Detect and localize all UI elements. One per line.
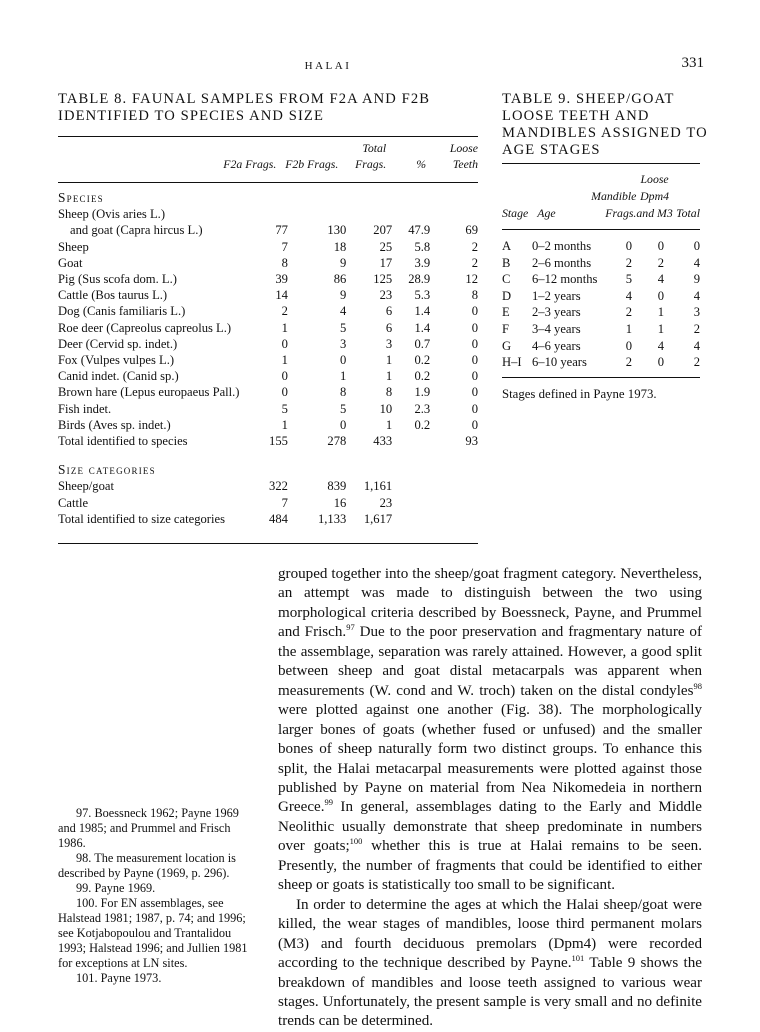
t9-row [502, 271, 700, 288]
cell-total: 433 [373, 434, 393, 449]
cell-name: Brown hare (Lepus europaeus Pall.) [58, 385, 240, 400]
cell-f2a: 8 [281, 255, 288, 270]
cell-f2a: 484 [269, 511, 288, 526]
col-loose-bottom: Teeth [452, 157, 478, 171]
cell-loose: 0 [471, 369, 478, 384]
t9-cell-stage: G [502, 338, 512, 353]
cell-name: Sheep (Ovis aries L.) [58, 207, 166, 222]
cell-f2b: 4 [340, 304, 347, 319]
cell-f2b: 5 [340, 320, 347, 335]
footnote-ref-97: 97 [346, 622, 355, 633]
cell-total: 125 [373, 272, 393, 287]
t9-row [502, 321, 700, 338]
cell-f2a: 155 [269, 434, 288, 449]
t9-row [502, 304, 700, 321]
cell-total: 6 [385, 320, 393, 335]
species-row [58, 352, 478, 368]
cell-loose: 2 [471, 239, 478, 254]
cell-name: Deer (Cervid sp. indet.) [58, 336, 178, 351]
t9-cell-loose: 4 [657, 338, 664, 353]
size-section-header: Size categories [58, 462, 156, 478]
size-total-row [58, 511, 478, 527]
cell-name: Cattle [58, 495, 89, 510]
cell-name: Total identified to species [58, 434, 188, 449]
t9-row [502, 288, 700, 305]
t9-row [502, 354, 700, 371]
t9-cell-age: 4–6 years [532, 338, 581, 353]
cell-f2b: 9 [340, 288, 347, 303]
cell-loose: 0 [471, 336, 478, 351]
cell-total: 1 [385, 369, 393, 384]
cell-pct: 0.2 [414, 369, 431, 384]
t9-cell-loose: 4 [657, 272, 664, 287]
table9-top-rule [502, 163, 700, 164]
species-total-row [58, 433, 478, 449]
t9-col-dpm4-top: Dpm4 [640, 189, 669, 203]
cell-f2b: 0 [340, 353, 347, 368]
t9-cell-stage: A [502, 239, 512, 253]
species-row [58, 303, 478, 319]
species-row [58, 417, 478, 433]
t9-cell-loose: 0 [657, 355, 664, 370]
cell-f2a: 0 [281, 369, 288, 384]
cell-total: 1 [385, 353, 393, 368]
species-row [58, 401, 478, 417]
cell-pct: 5.8 [414, 239, 431, 254]
cell-loose: 0 [471, 417, 478, 432]
t9-cell-total: 2 [693, 321, 700, 336]
t9-cell-stage: E [502, 305, 510, 320]
t9-cell-total: 4 [693, 255, 700, 270]
t9-cell-loose: 2 [657, 255, 664, 270]
cell-name: Roe deer (Capreolus capreolus L.) [58, 320, 232, 335]
t9-cell-total: 9 [693, 272, 700, 287]
footnote-ref-98: 98 [693, 680, 702, 691]
cell-f2b [288, 206, 346, 222]
table8-column-headers [58, 140, 478, 172]
species-row [58, 320, 478, 336]
cell-f2a: 7 [281, 239, 288, 254]
t9-cell-mandible: 0 [625, 239, 632, 253]
t9-col-mandible-top: Mandible [591, 189, 637, 203]
cell-f2b: 8 [340, 385, 347, 400]
col-pct: % [416, 157, 427, 171]
t9-cell-age: 6–10 years [532, 355, 587, 370]
footnote: 97. Boessneck 1962; Payne 1969 and 1985; and Prummel and Frisch 1986. [58, 806, 239, 850]
cell-f2a: 322 [269, 479, 288, 494]
cell-loose: 0 [471, 353, 478, 368]
cell-total: 25 [379, 239, 393, 254]
cell-pct: 5.3 [414, 288, 431, 303]
cell-total: 3 [385, 336, 393, 351]
cell-f2b: 839 [327, 479, 347, 494]
t9-col-frags: Frags. [605, 206, 637, 220]
cell-f2b: 86 [333, 272, 347, 287]
cell-name: Total identified to size categories [58, 511, 225, 526]
cell-loose: 0 [471, 401, 478, 416]
cell-f2a [240, 206, 288, 222]
col-f2b: F2b Frags. [285, 157, 339, 171]
t9-cell-mandible: 4 [625, 288, 632, 303]
footnote: 99. Payne 1969. [76, 881, 156, 895]
cell-pct: 1.4 [414, 320, 431, 335]
p1-part-c: were plotted against one another (Fig. 38). The morphologically larger bones of goats (whether fused or unfused) and the smaller bones of sheep naturally form two distinct groups. To enhance this split, the Halai metacarpal measurements were plotted against those published by Payne on material from Nea Nikomedeia in northern Greece. [278, 702, 702, 816]
cell-pct: 2.3 [414, 401, 431, 416]
t9-cell-mandible: 0 [625, 338, 632, 353]
cell-name: Fish indet. [58, 401, 112, 416]
cell-pct [392, 433, 430, 449]
t9-cell-loose: 1 [657, 305, 664, 320]
t9-cell-stage: D [502, 288, 512, 303]
cell-pct: 28.9 [408, 272, 431, 287]
table8-top-rule [58, 136, 478, 137]
t9-cell-mandible: 2 [625, 355, 632, 370]
cell-loose: 93 [465, 434, 478, 449]
col-total-bottom: Frags. [355, 157, 387, 171]
cell-loose: 69 [465, 223, 478, 238]
p2-part-a: In order to determine the ages at which the Halai sheep/goat were killed, the wear stages of mandibles, loose third permanent molars (M3) and fourth deciduous premolars (Dpm4) were recorded according to the technique described by Payne. [278, 896, 702, 972]
table9-note: Stages defined in Payne 1973. [502, 387, 657, 401]
cell-f2a: 39 [275, 272, 288, 287]
main-text [278, 565, 702, 1032]
size-row [58, 478, 478, 494]
cell-total: 1,617 [363, 511, 393, 526]
table8-header-rule [58, 182, 478, 183]
t9-cell-age: 1–2 years [532, 288, 581, 303]
cell-total: 6 [385, 304, 393, 319]
cell-pct: 3.9 [414, 255, 431, 270]
p1-part-e: whether this is true at Halai remains to be seen. Presently, the number of fragments that could be identified to either sheep or goats is statistically too small to be significant. [278, 838, 702, 894]
cell-name: Birds (Aves sp. indet.) [58, 417, 171, 432]
cell-loose [430, 206, 478, 222]
running-head: HALAI [304, 60, 352, 72]
t9-cell-total: 2 [693, 355, 700, 370]
cell-loose: 0 [471, 304, 478, 319]
cell-f2a: 14 [275, 288, 288, 303]
t9-cell-stage: F [502, 321, 510, 336]
p2-part-b: Table 9 shows the breakdown of mandibles and loose teeth assigned to various wear stages. Unfortunately, the present sample is very small and no definite trends can be determined. [278, 955, 702, 1030]
footnote: 98. The measurement location is described by Payne (1969, p. 296). [58, 851, 236, 880]
footnotes [58, 806, 254, 986]
t9-cell-stage: C [502, 272, 511, 287]
table8-bottom-rule [58, 543, 478, 544]
species-row [58, 384, 478, 400]
table9-header-rule [502, 229, 700, 230]
cell-f2a: 5 [281, 401, 288, 416]
t9-col-loose-top: Loose [640, 172, 669, 186]
t9-cell-stage: B [502, 255, 511, 270]
cell-f2a: 2 [281, 304, 288, 319]
t9-cell-loose: 1 [657, 321, 664, 336]
cell-loose: 12 [465, 272, 478, 287]
cell-loose: 0 [471, 320, 478, 335]
col-total-top: Total [362, 141, 387, 155]
cell-name: Canid indet. (Canid sp.) [58, 369, 179, 384]
species-row [58, 222, 478, 238]
species-row [58, 271, 478, 287]
cell-pct: 1.9 [414, 385, 431, 400]
t9-row [502, 255, 700, 272]
t9-cell-age: 3–4 years [532, 321, 581, 336]
cell-total [346, 206, 392, 222]
footnote-ref-99: 99 [324, 797, 333, 808]
table8-title: TABLE 8. FAUNAL SAMPLES FROM F2A AND F2B IDENTIFIED TO SPECIES AND SIZE [58, 91, 431, 124]
cell-f2b: 16 [333, 495, 347, 510]
t9-cell-stage: H–I [502, 355, 522, 370]
species-row [58, 206, 478, 222]
col-f2a: F2a Frags. [223, 157, 277, 171]
footnote: 100. For EN assemblages, see Halstead 1981; 1987, p. 74; and 1996; see Kotjabopoulou and Trantalidou 1993; Halstead 1996; and Jullien 1981 for exceptions at LN sites. [58, 896, 248, 970]
cell-total: 17 [379, 255, 393, 270]
t9-cell-total: 3 [693, 305, 700, 320]
t9-cell-age: 2–3 years [532, 305, 581, 320]
cell-total: 23 [379, 288, 393, 303]
cell-total: 8 [385, 385, 393, 400]
cell-name: Fox (Vulpes vulpes L.) [58, 353, 175, 368]
page-number: 331 [681, 55, 704, 71]
cell-total: 10 [379, 401, 393, 416]
cell-f2b: 130 [327, 223, 347, 238]
t9-cell-total: 4 [693, 338, 700, 353]
table9-column-headers [502, 171, 700, 222]
p1-part-a: grouped together into the sheep/goat fragment category. Nevertheless, an attempt was made to distinguish between the two using morphological criteria described by Boessneck, Payne, and Prummel and Frisch. [278, 566, 702, 641]
cell-f2a: 7 [281, 495, 288, 510]
t9-cell-mandible: 1 [625, 321, 632, 336]
cell-loose: 0 [471, 385, 478, 400]
cell-name: Pig (Sus scofa dom. L.) [58, 272, 177, 287]
cell-f2b: 1,133 [317, 511, 347, 526]
cell-name: Cattle (Bos taurus L.) [58, 288, 168, 303]
species-section-header: Species [58, 190, 104, 205]
cell-f2a: 1 [281, 320, 288, 335]
t9-col-age: Age [537, 206, 556, 220]
t9-cell-age: 6–12 months [532, 272, 598, 287]
cell-name: Sheep/goat [58, 479, 114, 494]
t9-col-stage: Stage [502, 206, 529, 220]
species-row [58, 336, 478, 352]
species-row [58, 368, 478, 384]
footnote: 101. Payne 1973. [76, 971, 162, 985]
t9-col-total: Total [676, 206, 700, 220]
col-loose-top: Loose [449, 141, 478, 155]
cell-loose: 2 [471, 255, 478, 270]
t9-cell-mandible: 5 [625, 272, 632, 287]
cell-pct [392, 206, 430, 222]
footnote-ref-100: 100 [349, 836, 363, 847]
footnote-ref-101: 101 [571, 953, 585, 964]
cell-pct: 1.4 [414, 304, 431, 319]
cell-f2a: 0 [281, 385, 288, 400]
t9-cell-loose: 0 [657, 288, 664, 303]
cell-f2b: 1 [340, 369, 347, 384]
species-row [58, 287, 478, 303]
t9-cell-mandible: 2 [625, 255, 632, 270]
t9-cell-mandible: 2 [625, 305, 632, 320]
t9-row [502, 238, 700, 255]
cell-pct: 0.2 [414, 353, 431, 368]
cell-f2a: 1 [281, 417, 288, 432]
table9-title: TABLE 9. SHEEP/GOAT LOOSE TEETH AND MANDIBLES ASSIGNED TO AGE STAGES [502, 91, 708, 158]
p1-part-d: In general, assemblages dating to the Early and Middle Neolithic usually demonstrate that sheep predominate in numbers over goats; [278, 799, 702, 855]
cell-total: 23 [379, 495, 393, 510]
t9-cell-total: 0 [693, 239, 700, 253]
species-row [58, 239, 478, 255]
paragraph-1 [278, 565, 702, 896]
table9-bottom-rule [502, 377, 700, 378]
species-row [58, 255, 478, 271]
cell-total: 1,161 [363, 479, 393, 494]
cell-pct: 0.2 [414, 417, 431, 432]
cell-total: 1 [385, 417, 393, 432]
t9-cell-age: 0–2 months [532, 239, 592, 253]
cell-pct: 0.7 [414, 336, 431, 351]
cell-f2b: 18 [333, 239, 347, 254]
cell-f2b: 9 [340, 255, 347, 270]
t9-row [502, 338, 700, 355]
cell-f2b: 3 [340, 336, 347, 351]
t9-cell-total: 4 [693, 288, 700, 303]
cell-loose: 8 [471, 288, 478, 303]
cell-f2b: 0 [340, 417, 347, 432]
paragraph-2 [278, 896, 702, 1032]
cell-name: and goat (Capra hircus L.) [70, 223, 203, 238]
cell-total: 207 [373, 223, 393, 238]
cell-name: Goat [58, 255, 83, 270]
cell-f2b: 278 [327, 434, 347, 449]
t9-col-and-m3: and M3 [636, 206, 673, 220]
p1-part-b: Due to the poor preservation and fragmentary nature of the assemblage, separation was rarely attained. However, a good split between sheep and goat distal metacarpals was apparent when measurements (W. cond and W. troch) taken on the distal condyles [278, 624, 702, 699]
cell-name: Sheep [58, 239, 89, 254]
cell-f2a: 0 [281, 336, 288, 351]
cell-f2a: 77 [275, 223, 288, 238]
cell-name: Dog (Canis familiaris L.) [58, 304, 186, 319]
t9-cell-age: 2–6 months [532, 255, 592, 270]
cell-f2a: 1 [281, 353, 288, 368]
table9-body [502, 238, 700, 371]
cell-pct: 47.9 [408, 223, 431, 238]
t9-cell-loose: 0 [657, 239, 664, 253]
size-row [58, 495, 478, 511]
cell-f2b: 5 [340, 401, 347, 416]
table8-body [58, 190, 478, 527]
